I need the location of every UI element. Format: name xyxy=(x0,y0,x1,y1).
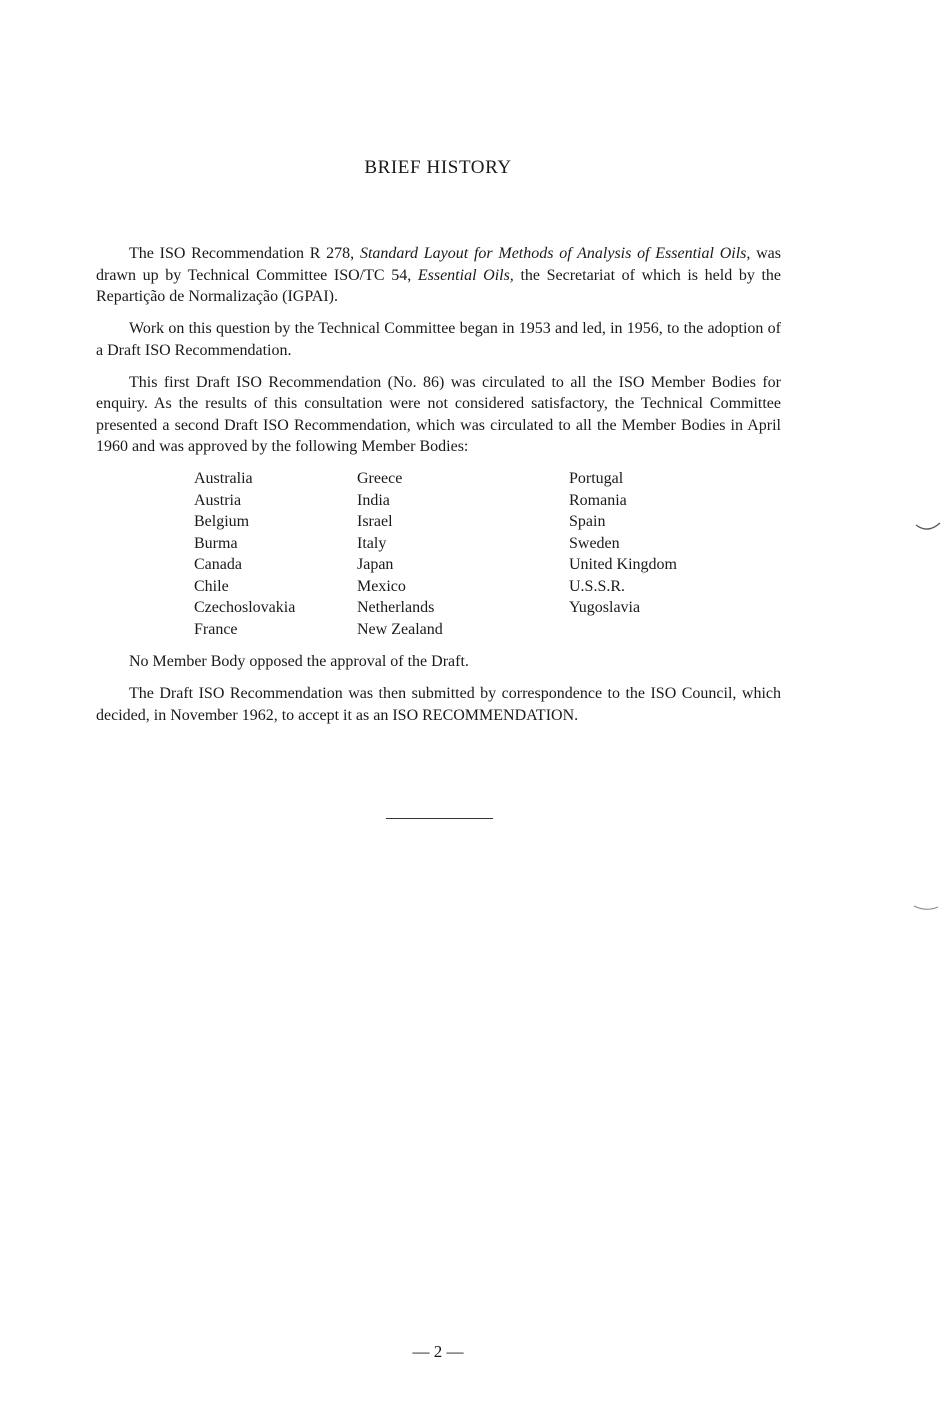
body-text xyxy=(96,243,781,737)
member-body: Czechoslovakia xyxy=(194,599,296,616)
page-number: — 2 — xyxy=(412,1342,464,1361)
page-title: BRIEF HISTORY xyxy=(364,157,512,178)
member-body: United Kingdom xyxy=(569,556,677,573)
member-body: France xyxy=(194,620,238,638)
member-body: Belgium xyxy=(194,513,250,530)
member-bodies-column-1 xyxy=(194,468,357,640)
section-divider xyxy=(386,818,493,819)
paragraph-1-text-a: The ISO Recommendation R 278, xyxy=(129,245,360,262)
committee-name: Essential Oils, xyxy=(417,266,514,284)
member-body: India xyxy=(357,491,390,509)
member-body: Romania xyxy=(569,491,627,509)
recommendation-title: Standard Layout for Methods of Analysis of Essential Oils, xyxy=(359,245,751,262)
member-body: U.S.S.R. xyxy=(569,577,626,595)
member-bodies-column-3 xyxy=(569,468,769,640)
member-body: Burma xyxy=(194,534,238,552)
member-body: Japan xyxy=(357,556,394,573)
member-body: Canada xyxy=(194,556,242,573)
member-body: Chile xyxy=(194,577,229,595)
paragraph-draft-circulation: This first Draft ISO Recommendation (No. 86) was circulated to all the ISO Member Bodies for enquiry. As the results of this consultation were not considered satisfactory, the Technical Committee presented a second Draft ISO Recommendation, which was circulated to all the Member Bodies in April 1960 and was approved by the following Member Bodies: xyxy=(96,373,781,455)
paragraph-1-text-b: was drawn up by Technical Committee ISO/TC 54, xyxy=(96,245,782,284)
member-body: Greece xyxy=(357,470,403,487)
member-body: New Zealand xyxy=(357,620,443,638)
member-body: Austria xyxy=(194,491,242,509)
member-body: Netherlands xyxy=(357,599,435,616)
paragraph-committee-work: Work on this question by the Technical Committee began in 1953 and led, in 1956, to the adoption of a Draft ISO Recommendation. xyxy=(96,320,781,359)
paragraph-council-decision: The Draft ISO Recommendation was then submitted by correspondence to the ISO Council, which decided, in November 1962, to accept it as an ISO RECOMMENDATION. xyxy=(96,685,781,724)
member-body: Spain xyxy=(569,513,606,530)
paragraph-no-opposition: No Member Body opposed the approval of the Draft. xyxy=(129,653,469,670)
paragraph-1-text-c: the Secretariat of which is held by the Repartição de Normalização (IGPAI). xyxy=(96,266,781,305)
scan-artifact-mark xyxy=(914,520,942,536)
paragraph-recommendation-origin xyxy=(96,243,781,308)
member-body: Australia xyxy=(194,470,253,487)
member-body: Mexico xyxy=(357,577,406,595)
scan-artifact-mark xyxy=(912,900,942,914)
member-body: Portugal xyxy=(569,470,624,487)
member-body: Yugoslavia xyxy=(569,599,641,616)
member-body: Israel xyxy=(357,513,393,530)
member-bodies-list xyxy=(194,468,781,640)
member-body: Sweden xyxy=(569,534,620,552)
member-body: Italy xyxy=(357,534,387,552)
member-bodies-column-2 xyxy=(357,468,569,640)
